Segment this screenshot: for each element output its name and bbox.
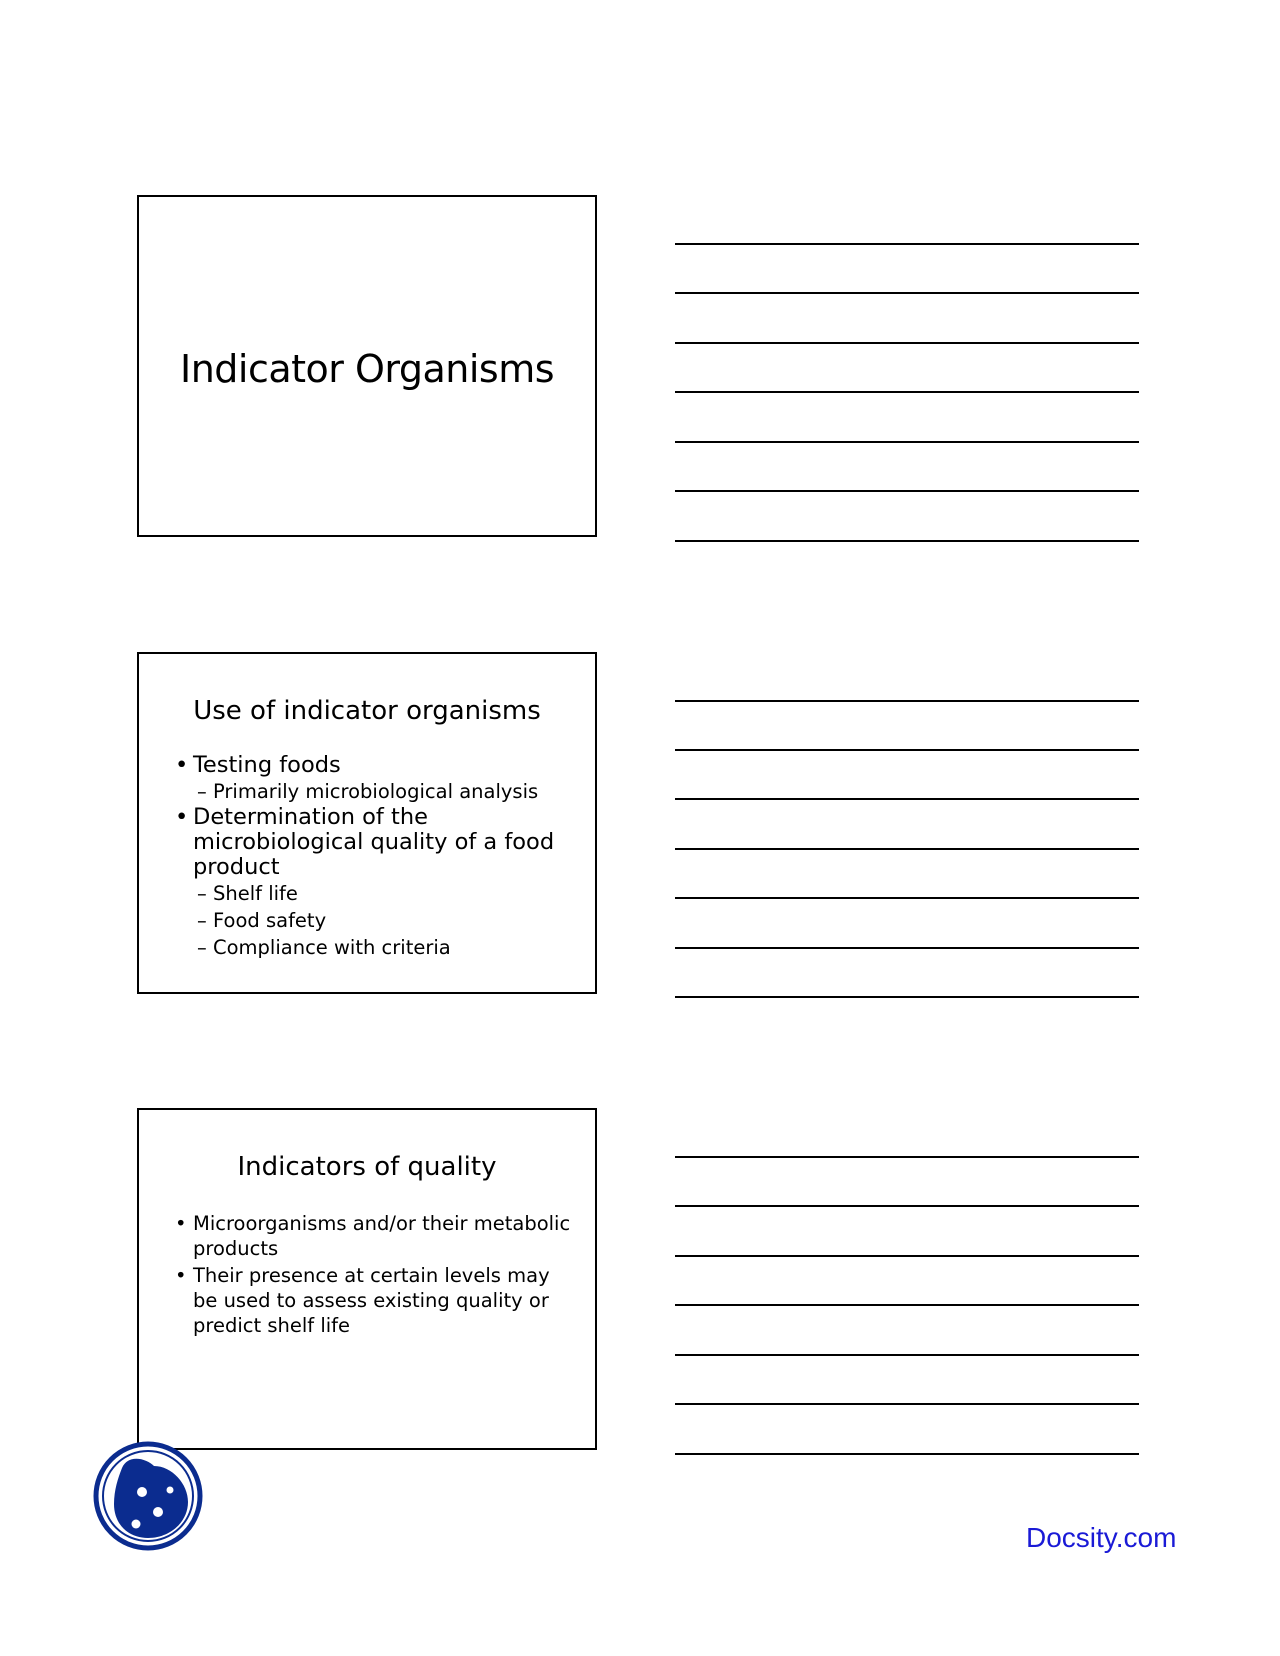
note-line — [675, 1304, 1139, 1306]
note-line — [675, 749, 1139, 751]
note-line — [675, 540, 1139, 542]
slide-3-bullets — [175, 1211, 577, 1340]
note-line — [675, 1403, 1139, 1405]
bullet-item — [175, 1263, 577, 1338]
note-line — [675, 1354, 1139, 1356]
sub-bullet-text: Food safety — [213, 909, 327, 932]
bullet-icon: • — [175, 1264, 187, 1287]
note-line — [675, 1453, 1139, 1455]
bullet-item — [175, 753, 577, 778]
note-line — [675, 441, 1139, 443]
dash-icon: – — [197, 882, 207, 905]
bullet-item — [175, 1211, 577, 1261]
bullet-icon: • — [175, 804, 189, 830]
bullet-icon: • — [175, 752, 189, 778]
note-line — [675, 798, 1139, 800]
bullet-text: Testing foods — [193, 752, 341, 778]
slide-2 — [137, 652, 597, 994]
sub-bullet-item — [175, 880, 577, 907]
slide-1 — [137, 195, 597, 537]
sub-bullet-text: Primarily microbiological analysis — [213, 780, 539, 803]
note-line — [675, 342, 1139, 344]
sub-bullet-item — [175, 934, 577, 961]
bullet-text: Microorganisms and/or their metabolic products — [193, 1212, 571, 1260]
bullet-text: Their presence at certain levels may be used to assess existing quality or predict shelf life — [193, 1264, 550, 1337]
dash-icon: – — [197, 909, 207, 932]
slide-3-title: Indicators of quality — [237, 1152, 497, 1182]
bullet-item — [175, 805, 577, 880]
note-line — [675, 700, 1139, 702]
sub-bullet-item — [175, 907, 577, 934]
note-line — [675, 243, 1139, 245]
note-line — [675, 848, 1139, 850]
brand-link[interactable]: Docsity.com — [1026, 1522, 1177, 1553]
note-line — [675, 897, 1139, 899]
dash-icon: – — [197, 780, 207, 803]
bullet-text: Determination of the microbiological quality of a food product — [193, 804, 555, 880]
note-line — [675, 1205, 1139, 1207]
note-line — [675, 996, 1139, 998]
dash-icon: – — [197, 936, 207, 959]
slide-3 — [137, 1108, 597, 1450]
slide-2-bullets — [175, 753, 577, 961]
sub-bullet-item — [175, 778, 577, 805]
sub-bullet-text: Shelf life — [213, 882, 298, 905]
note-line — [675, 391, 1139, 393]
note-line — [675, 947, 1139, 949]
note-line — [675, 490, 1139, 492]
note-line — [675, 292, 1139, 294]
docsity-logo-icon — [92, 1440, 204, 1552]
sub-bullet-text: Compliance with criteria — [213, 936, 451, 959]
slide-2-title: Use of indicator organisms — [193, 696, 541, 726]
note-line — [675, 1255, 1139, 1257]
bullet-icon: • — [175, 1212, 187, 1235]
slide-1-title: Indicator Organisms — [179, 347, 555, 391]
note-line — [675, 1156, 1139, 1158]
